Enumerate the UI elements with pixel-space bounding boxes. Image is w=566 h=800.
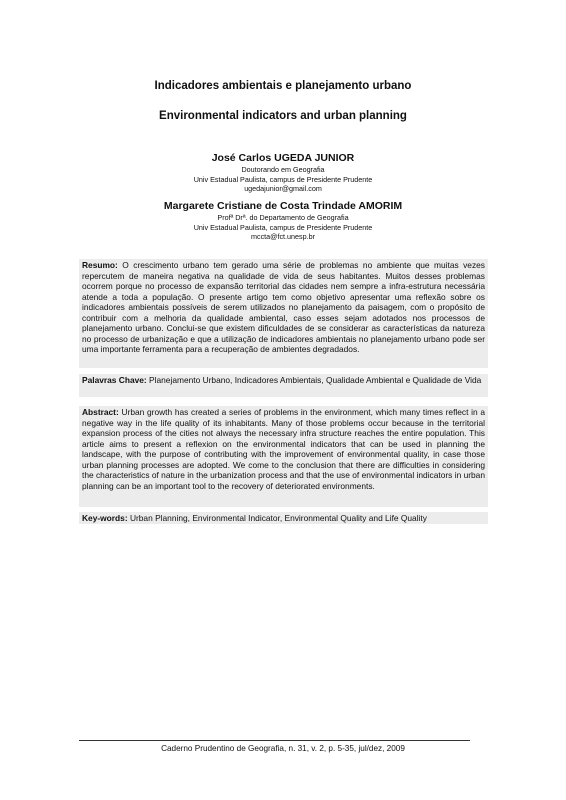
author-block-1 — [0, 151, 566, 194]
footer-citation: Caderno Prudentino de Geografia, n. 31, v. 2, p. 5-35, jul/dez, 2009 — [161, 744, 405, 753]
title-english: Environmental indicators and urban planning — [159, 110, 407, 122]
abstract-label: Abstract: — [82, 407, 119, 417]
author-affiliation: Univ Estadual Paulista, campus de Presidente Prudente — [193, 222, 373, 232]
palavras-chave-box — [79, 374, 488, 397]
palavras-chave-text: Planejamento Urbano, Indicadores Ambientais, Qualidade Ambiental e Qualidade de Vida — [149, 375, 482, 385]
author-email: ugedajunior@gmail.com — [244, 184, 322, 193]
abstract-box — [79, 406, 488, 507]
abstract-text: Urban growth has created a series of problems in the environment, which many times reflect in a negative way in the life quality of its inhabitants. Many of those problems occur because in the territorial expansion process of the cities not always the necessary infra structure reaches the entire population. This article aims to present a reflexion on the environmental indicators that can be used in planning the landscape, with the purpose of contributing with the improvement of environmental quality, in case those urban planning processes are adopted. We come to the conclusion that there are difficulties in considering the characteristics of nature in the urbanization process and that the use of environmental indicators in urban planning can be an important tool to the recovery of deteriorated environments. — [82, 407, 486, 491]
author-name: José Carlos UGEDA JUNIOR — [211, 152, 355, 164]
author-name: Margarete Cristiane de Costa Trindade AMORIM — [163, 200, 403, 212]
author-email: mccta@fct.unesp.br — [250, 232, 316, 241]
author-role: Profª Drª. do Departamento de Geografia — [217, 213, 349, 222]
palavras-chave-label: Palavras Chave: — [82, 375, 147, 385]
title-portuguese: Indicadores ambientais e planejamento urbano — [154, 80, 412, 92]
author-role: Doutorando em Geografia — [241, 165, 325, 174]
keywords-box — [79, 512, 488, 524]
keywords-label: Key-words: — [82, 513, 128, 523]
footer-divider — [79, 740, 470, 741]
author-block-2 — [0, 199, 566, 242]
resumo-box — [79, 259, 488, 368]
resumo-text: O crescimento urbano tem gerado uma série de problemas no ambiente que muitas vezes repercutem de maneira negativa na qualidade de vida de seus habitantes. Muitos desses problemas ocorrem porque no processo de expansão territorial das cidades nem sempre a infra-estrutura necessária atende a toda a população. O presente artigo tem como objetivo apresentar uma reflexão sobre os indicadores ambientais possíveis de serem utilizados no planejamento da paisagem, com o propósito de contribuir com a melhoria da qualidade ambiental, caso esses sejam adotados nos processos de planejamento urbano. Conclui-se que existem dificuldades de se considerar as características da natureza no processo de urbanização e que a utilização de indicadores ambientais no planejamento urbano pode ser uma importante ferramenta para a recuperação de ambientes degradados. — [82, 260, 485, 355]
author-affiliation: Univ Estadual Paulista, campus de Presidente Prudente — [193, 174, 373, 184]
keywords-text: Urban Planning, Environmental Indicator, Environmental Quality and Life Quality — [129, 513, 427, 523]
resumo-label: Resumo: — [82, 260, 118, 270]
